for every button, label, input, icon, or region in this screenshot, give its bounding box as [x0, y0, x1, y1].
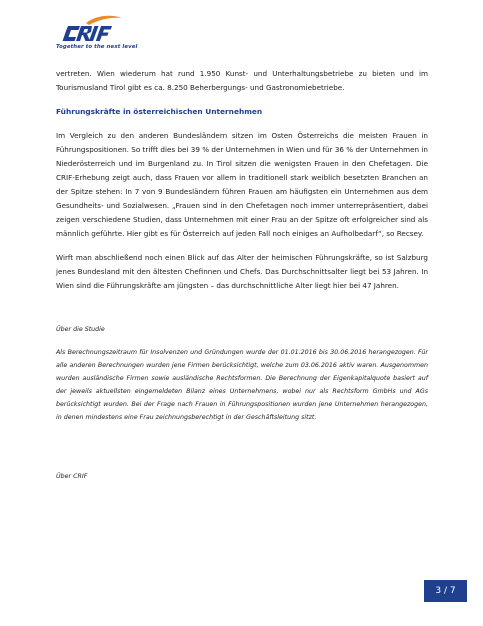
paragraph-leader-age: Wirft man abschließend noch einen Blick auf das Alter der heimischen Führungskräfte, so ist Salzburg jenes Bundesland mit den ältesten Chefinnen und Chefs. Das Durchschnittsalter liegt bei 53 Jahren. In Wien sind die Führungskräfte am jüngsten – das durchschnittliche Alter liegt hier bei 47 Jahren. — [56, 253, 428, 290]
document-body — [56, 67, 428, 483]
crif-logo-graphic — [56, 14, 136, 46]
paragraph-tourism: vertreten. Wien wiederum hat rund 1.950 Kunst- und Unterhaltungsbetriebe zu bieten und im Tourismusland Tirol gibt es ca. 8.250 Beherbergungs- und Gastronomiebetriebe. — [56, 69, 428, 92]
logo-tagline: Together to the next level — [56, 44, 138, 50]
study-description: Als Berechnungszeitraum für Insolvenzen und Gründungen wurde der 01.01.2016 bis 30.06.2016 herangezogen. Für alle anderen Berechnungen wurden jene Firmen berücksichtigt, welche zum 03.06.2016 aktiv waren. Ausgenommen wurden ausländische Firmen sowie ausländische Rechtsformen. Die Berechnung der Eigenkapitalquote basiert auf der jeweils aktuellsten eingemeldeten Bilanz eines Unternehmens, wobei nur als Rechtsform GmbHs und AGs berücksichtigt wurden. Bei der Frage nach Frauen in Führungspositionen wurden jene Unternehmen herangezogen, in denen mindestens eine Frau zeichnungsberechtigt in der Geschäftsleitung sitzt. — [56, 349, 428, 421]
study-heading: Über die Studie — [56, 326, 105, 333]
about-crif-heading: Über CRIF — [56, 473, 88, 480]
paragraph-women-leaders: Im Vergleich zu den anderen Bundesländern sitzen im Osten Österreichs die meisten Frauen in Führungspositionen. So trifft dies bei 39 % der Unternehmen in Wien und für 36 % der Unternehmen in Niederösterreich und im Burgenland zu. In Tirol sitzen die wenigsten Frauen in den Chefetagen. Die CRIF-Erhebung zeigt auch, dass Frauen vor allem in traditionell stark weiblich besetzten Branchen an der Spitze stehen: In 7 von 9 Bundesländern führen Frauen am häufigsten ein Unternehmen aus dem Gesundheits- und Sozialwesen. „Frauen sind in den Chefetagen noch immer unterrepräsentiert, dabei zeigen verschiedene Studien, dass Unternehmen mit einer Frau an der Spitze oft erfolgreicher sind als männlich geführte. Hier gibt es für Österreich auf jeden Fall noch einiges an Aufholbedarf“, so Recsey. — [56, 131, 428, 238]
page-number-badge: 3 / 7 — [424, 580, 467, 602]
section-heading-leadership: Führungskräfte in österreichischen Unternehmen — [56, 107, 263, 116]
